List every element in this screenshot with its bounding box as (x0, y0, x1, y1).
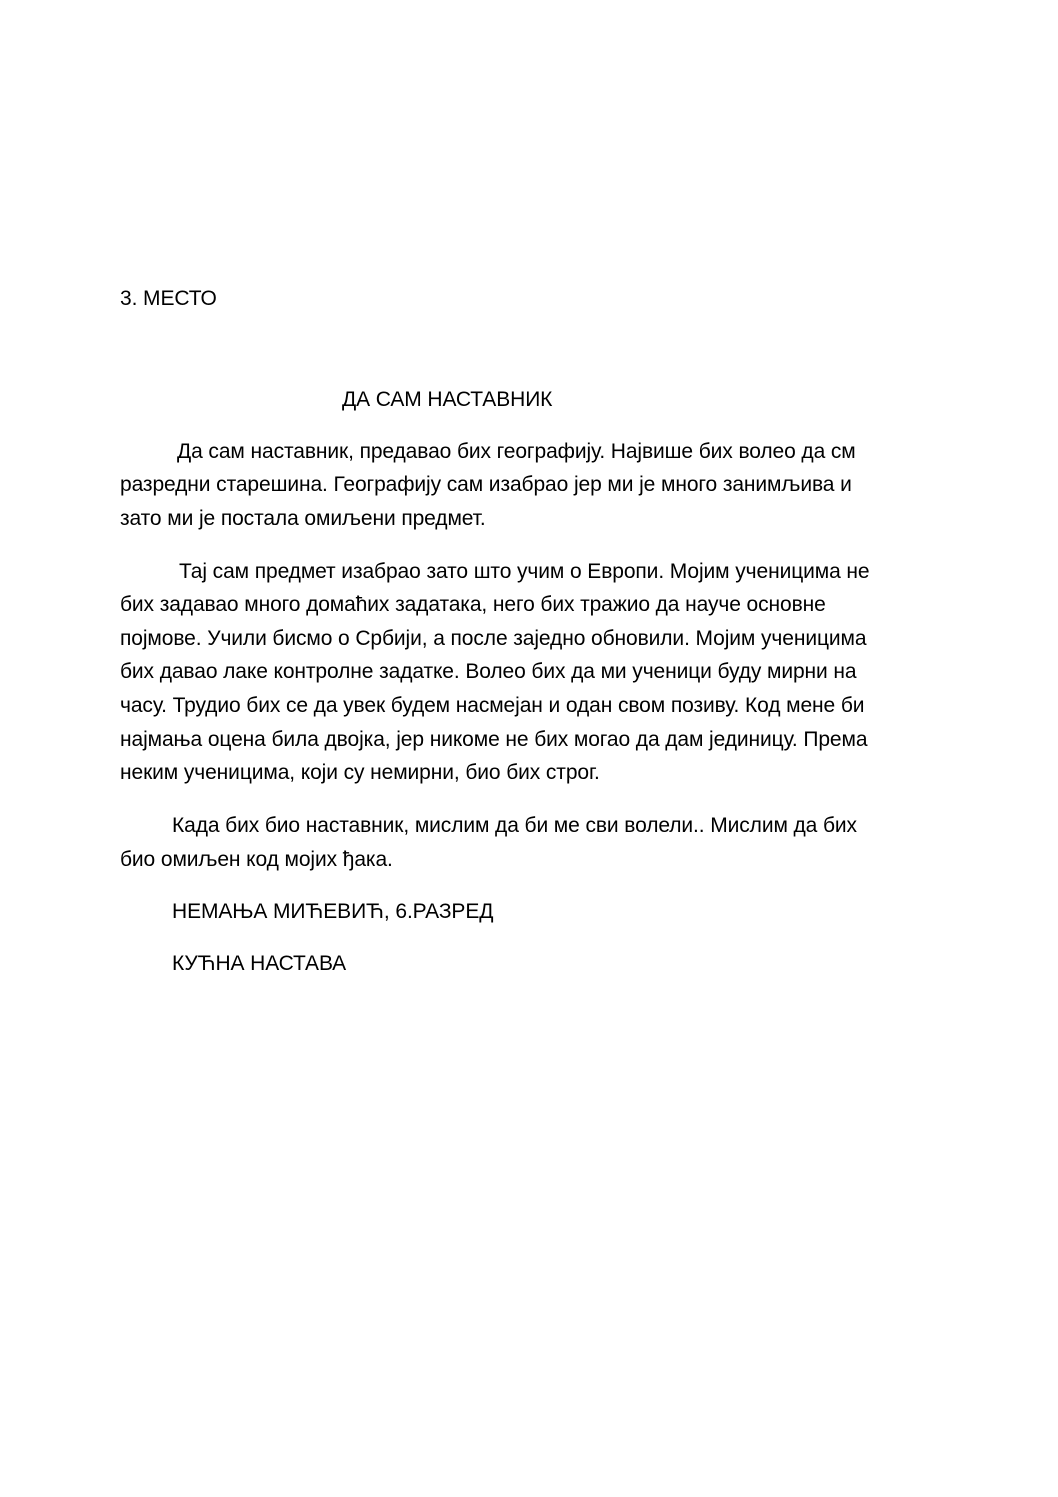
paragraph-line: Када бих био наставник, мислим да би ме сви волели.. Мислим да бих (172, 814, 857, 837)
essay-title: ДА САМ НАСТАВНИК (342, 388, 553, 411)
paragraph-line: Да сам наставник, предавао бих географију. Највише бих волео да см (177, 440, 856, 463)
paragraph-line: разредни старешина. Географију сам изабрао јер ми је много занимљива и (120, 473, 852, 496)
author-line: НЕМАЊА МИЋЕВИЋ, 6.РАЗРЕД (172, 900, 494, 923)
paragraph-line: зато ми је постала омиљени предмет. (120, 507, 486, 530)
place-label: 3. МЕСТО (120, 287, 217, 310)
paragraph-line: најмања оцена била двојка, јер никоме не бих могао да дам јединицу. Према (120, 728, 868, 751)
paragraph-line: појмове. Учили бисмо о Србији, а после заједно обновили. Мојим ученицима (120, 627, 867, 650)
paragraph-line: бих задавао много домаћих задатака, него бих тражио да науче основне (120, 593, 826, 616)
school-line: КУЋНА НАСТАВА (172, 952, 347, 975)
paragraph-line: часу. Трудио бих се да увек будем насмејан и одан свом позиву. Код мене би (120, 694, 865, 717)
paragraph-line: био омиљен код мојих ђака. (120, 848, 393, 871)
paragraph-line: неким ученицима, који су немирни, био бих строг. (120, 761, 600, 784)
paragraph-line: бих давао лаке контролне задатке. Волео бих да ми ученици буду мирни на (120, 660, 857, 683)
paragraph-line: Тај сам предмет изабрао зато што учим о Европи. Мојим ученицима не (179, 560, 870, 583)
